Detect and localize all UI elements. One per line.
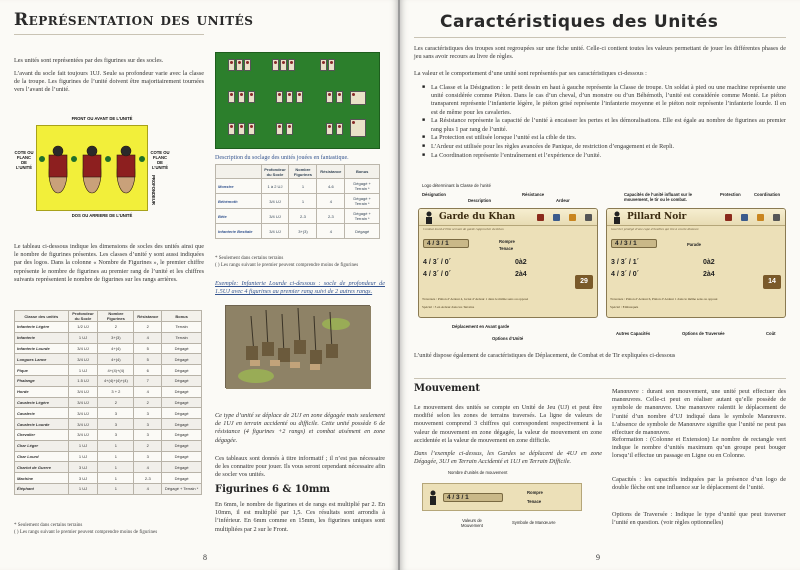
list-item: ■ L’Ardeur est utilisée pour les règles avancées de Panique, de restriction d’engagement et de Repli.: [422, 143, 786, 151]
table-cell: Dégagé: [162, 462, 202, 473]
table-cell: Infanterie Bestiale: [216, 224, 262, 239]
photo-miniatures: [226, 306, 371, 389]
right-page-title: Caractéristiques des Unités: [440, 12, 719, 32]
table-cell: 3: [134, 451, 162, 462]
ardeur-icon: [569, 214, 576, 221]
table-cell: 1 UJ: [68, 483, 98, 494]
ann-deplacement: Déplacement en Avant garde: [452, 324, 510, 329]
table-cell: Dégagé: [162, 408, 202, 419]
table-row: [15, 473, 202, 484]
table-cell: 1/2 UJ: [68, 322, 98, 333]
capacites-text: Capacités : les capacités indiquées par la présence d’un logo de double flèche ont une influence sur le déplacement de l’unité.: [612, 476, 786, 492]
header-cell: Bonus: [162, 311, 202, 322]
card-traversee: Traversée : Piéton d’Ardeur 4, Grisé d’Ardeur 1 dans le même sens ou opposé: [422, 297, 529, 301]
table-cell: Monstre: [216, 179, 262, 194]
table-cell: Dégagé: [162, 386, 202, 397]
ann-protection: Protection: [720, 192, 741, 197]
heavy-infantry-photo: [225, 305, 370, 388]
movement-example-bar: [422, 483, 582, 511]
monster-table-title: Description du soclage des unités jouées en fantastique.: [215, 155, 349, 161]
table-cell: 3: [98, 419, 134, 430]
header-cell: Nombre Figurines: [289, 165, 317, 179]
shoot-values-1: 3 / 3´ / 1´: [611, 258, 640, 266]
ardeur-icon: [757, 214, 764, 221]
card-special: Spécial : Embusqués: [610, 305, 639, 309]
list-item: ■ La Protection est utilisée lorsque l’unité est la cible de tirs.: [422, 134, 786, 142]
mv-ann-symbol: Symbole de Manœuvre: [512, 520, 556, 525]
table-cell: 3/4 UJ: [261, 224, 289, 239]
table-cell: Infanterie Légère: [15, 322, 69, 333]
table-cell: 3: [98, 429, 134, 440]
unit-cost: 14: [763, 275, 781, 289]
table-note-2: ( ) Les rangs suivant le premier peuvent comprendre moins de figurines: [14, 530, 158, 535]
traversee-text: Options de Traversée : Indique le type d’unité que peut traverser l’unité en question. (voir règles optionnelles): [612, 511, 786, 527]
coordination-icon: [585, 214, 592, 221]
title-rule: [14, 34, 204, 35]
list-item: ■ La Coordination représente l’entraînement et l’expérience de l’unité.: [422, 152, 786, 160]
para-socle: L’avant du socle fait toujours 1UJ. Seule sa profondeur varie avec la classe de la troupe. Les figurines de l’unité doivent être majoritairement tournées vers l’avant de l’unité.: [14, 70, 204, 94]
reformation-text: Reformation : (Colonne et Extension) Le nombre de rectangle vert indique le nombre d’unités maximum qu’un groupe peut bouger lorsqu’il effectue un passage en Ligne ou en Colonne.: [612, 436, 786, 460]
shoot-values-1: 4 / 3´ / 0´: [423, 258, 452, 266]
table-cell: 4: [134, 332, 162, 343]
table-cell: 1: [98, 473, 134, 484]
table-cell: Dégagé: [162, 397, 202, 408]
table-cell: Éléphant: [15, 483, 69, 494]
table-cell: Dégagé: [345, 224, 380, 239]
table-cell: 3: [134, 408, 162, 419]
table-cell: 4: [134, 462, 162, 473]
para-table-intro: Le tableau ci-dessous indique les dimensions de socles des unités ainsi que le nombre de figurines présentes. Les classes d’unité y sont aussi indiquées par des logos. Dans la colonne « Nombre de Figurines », le premier chiffre représente le nombre de figurines au premier rang de l’unité et les chiffres suivants représentent le nombre de figurines sur les rangs arrières.: [14, 243, 204, 283]
table-row: [216, 194, 380, 209]
characteristics-list: [422, 84, 786, 160]
table-cell: Dégagé: [162, 440, 202, 451]
table-cell: 3: [98, 408, 134, 419]
card-traversee: Traversée : Piéton d’Ardeur 6, Piéton d’Ardeur 1 dans le même sens ou opposé: [610, 297, 718, 301]
mv-ann-top: Nombre d’unités de mouvement: [448, 470, 508, 475]
table-cell: Char Léger: [15, 440, 69, 451]
table-row: [15, 408, 202, 419]
table-cell: 2: [98, 397, 134, 408]
table-cell: 4: [317, 224, 345, 239]
table-cell: 4+(4)+(4)+(4): [98, 375, 134, 386]
infantry-class-icon: [427, 490, 439, 506]
card-description: Combat lourd d’élite servant de garde rapprochée du Khan: [423, 227, 504, 231]
table-cell: 1: [289, 194, 317, 209]
table-cell: 3/4 UJ: [68, 386, 98, 397]
header-cell: [216, 165, 262, 179]
card-header: [607, 209, 785, 226]
table-cell: 1: [98, 440, 134, 451]
combat-range-2: 2à4: [703, 270, 715, 278]
table-cell: 4: [134, 386, 162, 397]
table-cell: Dégagé: [162, 354, 202, 365]
table-cell: Cavalerie Légère: [15, 397, 69, 408]
example-text: Exemple: Infanterie Lourde ci-dessous : socle de profondeur de 1.5UJ avec 4 figurines au premier rang suivi de 2 autres rangs.: [215, 280, 385, 296]
para-movement-example: Ce type d’unité se déplace de 2UJ en zone dégagée mais seulement de 1UJ en terrain accidenté ou difficile. Cette unité possède 6 de résistance (4 figurines +2 rangs) et combat aisément en zone dégagée.: [215, 412, 385, 444]
table-cell: 2-3: [134, 473, 162, 484]
monster-table-header: [216, 165, 380, 179]
figurines-scale-title: Figurines 6 & 10mm: [215, 484, 330, 495]
table-cell: 1 UJ: [68, 451, 98, 462]
table-cell: 4+(4): [98, 343, 134, 354]
table-cell: 2: [134, 397, 162, 408]
table-cell: 4-6: [317, 179, 345, 194]
ann-ardeur: Ardeur: [556, 198, 570, 203]
table-cell: 1: [98, 462, 134, 473]
para-scales: En 6mm, le nombre de figurines et de rangs est multiplié par 2. En 10mm, il est multiplié par 1,5. Ces résultats sont arrondis à l’inférieur. En 6mm comme en 15mm, les figurines uniques sont multipliées par 2 sur le Front.: [215, 501, 385, 533]
movement-text: Le mouvement des unités se compte en Unité de Jeu (UJ) et peut être modifié selon les zones de terrains traversés. La ligne de valeurs de mouvement comprend 3 chiffres qui correspondent respectivement à la valeur de mouvement en zone dégagée, la valeur de mouvement en zone accidentée et la valeur de mouvement en zone difficile.: [414, 404, 602, 444]
table-cell: Terrain: [162, 322, 202, 333]
table-cell: 3/4 UJ: [261, 194, 289, 209]
right-intro: Les caractéristiques des troupes sont regroupées sur une fiche unité. Celle-ci contient toutes les valeurs permettant de jouer les différentes phases de jeu sans avoir recours au livre de règles.: [414, 45, 786, 61]
table-cell: Infanterie: [15, 332, 69, 343]
header-cell: Nombre Figurines: [98, 311, 134, 322]
header-cell: Bonus: [345, 165, 380, 179]
list-item: ■ La Classe et la Désignation : le petit dessin en haut à gauche représente la Classe de troupe. Un soldat à pied ou une machine représente une unité considérée comme Piéton. Dans le cas d’un cheval, d’un monstre ou d’un Béhémoth, l’unité est considérée comme Monté. Le piéton transparent représente l’infanterie légère, le piéton grisé représente l’infanterie moyenne et le piéton noir représente l’infanterie lourde. Il en est de même pour les cavaleries.: [422, 84, 786, 117]
intro-text: Les unités sont représentées par des figurines sur des socles.: [14, 57, 164, 64]
table-row: [15, 451, 202, 462]
card-special: Spécial : 3 en Ardeur dans les Terrains: [422, 305, 475, 309]
table-cell: Chevalier: [15, 429, 69, 440]
ann-coordination: Coordination: [754, 192, 781, 197]
table-cell: Dégagé: [162, 451, 202, 462]
table-cell: Pique: [15, 365, 69, 376]
table-row: [15, 386, 202, 397]
table-row: [15, 429, 202, 440]
cavalry-figures: [36, 125, 148, 211]
table-cell: 3 UJ: [68, 473, 98, 484]
table-cell: Dégagé: [162, 375, 202, 386]
table-cell: 5: [134, 343, 162, 354]
figure-flank-left-label: COTE OU FLANC DE L’UNITÉ: [14, 150, 34, 170]
header-cell: Résistance: [134, 311, 162, 322]
right-intro-2: La valeur et le comportement d’une unité sont représentés par ses caractéristiques ci-dessous :: [414, 70, 647, 77]
table-cell: 1 à 2 UJ: [261, 179, 289, 194]
table-cell: 2: [134, 440, 162, 451]
table-row: [216, 224, 380, 239]
table-cell: 4: [317, 194, 345, 209]
card-title: Pillard Noir: [627, 212, 687, 222]
card-description: Guerrier protégé d’une cape d’écailles qui tire à courte distance: [611, 227, 699, 231]
header-cell: Profondeur du Socle: [261, 165, 289, 179]
unit-cost: 29: [575, 275, 593, 289]
page-number-right: 9: [596, 553, 600, 562]
table-cell: 2-3: [289, 209, 317, 224]
table-cell: Horde: [15, 386, 69, 397]
table-row: [15, 332, 202, 343]
table-row: [15, 343, 202, 354]
table-cell: 4: [134, 483, 162, 494]
resistance-icon: [725, 214, 732, 221]
table-cell: Infanterie Lourde: [15, 343, 69, 354]
table-cell: Cavalerie: [15, 408, 69, 419]
table-cell: 2: [98, 322, 134, 333]
resistance-icon: [537, 214, 544, 221]
shoot-values-2: 4 / 3´ / 0´: [611, 270, 640, 278]
monster-note-1: * Seulement dans certains terrains: [215, 256, 284, 261]
table-row: [15, 440, 202, 451]
table-cell: Dégagé + Terrain *: [162, 483, 202, 494]
table-cell: 3+(3): [289, 224, 317, 239]
mv-values: 4 / 3 / 1: [443, 493, 503, 502]
table-cell: 4+(4)+(4): [98, 365, 134, 376]
ability-tenace: Tenace: [499, 246, 514, 251]
section-rule: [414, 378, 786, 379]
unit-card-pillard-noir: [606, 208, 786, 318]
protection-icon: [741, 214, 748, 221]
ann-description: Description: [468, 198, 492, 203]
table-cell: 3: [134, 419, 162, 430]
header-cell: Profondeur du Socle: [68, 311, 98, 322]
table-cell: 3/4 UJ: [68, 419, 98, 430]
title-rule: [414, 37, 786, 38]
ability-rompre: Rompre: [499, 239, 515, 244]
table-cell: 2: [134, 322, 162, 333]
table-cell: 3/4 UJ: [68, 429, 98, 440]
ability-parade: Parade: [687, 242, 701, 247]
movement-example: Dans l’exemple ci-dessus, les Gardes se déplacent de 4UJ en zone Dégagée, 3UJ en Terrain Accidenté et 1UJ en Terrain Difficile.: [414, 450, 602, 466]
combat-range-1: 0à2: [515, 258, 527, 266]
infantry-class-icon: [423, 211, 435, 224]
table-cell: Dégagé + Terrain *: [345, 209, 380, 224]
combat-range-2: 2à4: [515, 270, 527, 278]
table-cell: 3/4 UJ: [68, 354, 98, 365]
after-cards-text: L’unité dispose également de caractéristiques de Déplacement, de Combat et de Tir expliquées ci-dessous: [414, 352, 676, 359]
para-informative: Ces tableaux sont donnés à titre informatif ; il n’est pas nécessaire de les connaitre pour jouer. Ils vous seront cependant nécessaire afin de socler vos unités.: [215, 455, 385, 479]
units-on-board-image: [215, 52, 380, 149]
ann-designation: Désignation: [422, 192, 446, 197]
unit-class-table: [14, 310, 202, 495]
table-cell: Cavalerie Lourde: [15, 419, 69, 430]
table-cell: 5: [134, 354, 162, 365]
shoot-values-2: 4 / 3´ / 0´: [423, 270, 452, 278]
table-cell: Phalange: [15, 375, 69, 386]
infantry-class-icon: [611, 211, 623, 224]
ann-capacites: Capacités de l’unité influant sur le mouvement, le tir ou le combat.: [624, 192, 692, 202]
mv-rompre: Rompre: [527, 490, 543, 495]
ann-options: Options d’Unité: [492, 336, 524, 341]
ann-resistance: Résistance: [522, 192, 545, 197]
card-title: Garde du Khan: [439, 212, 516, 222]
table-cell: Bête: [216, 209, 262, 224]
table-cell: 3 UJ: [68, 462, 98, 473]
table-cell: Béhémoth: [216, 194, 262, 209]
protection-icon: [553, 214, 560, 221]
table-cell: Dégagé: [162, 429, 202, 440]
table-cell: 1 UJ: [68, 440, 98, 451]
figure-front-label: FRONT OU AVANT DE L’UNITÉ: [71, 116, 133, 121]
table-cell: Dégagé: [162, 473, 202, 484]
movement-section-title: Mouvement: [414, 383, 481, 394]
table-cell: 4+(4): [98, 354, 134, 365]
table-cell: Chariot de Guerre: [15, 462, 69, 473]
table-cell: Dégagé: [162, 343, 202, 354]
table-row: [15, 354, 202, 365]
table-note-1: * Seulement dans certains terrains: [14, 523, 83, 528]
figure-depth-label: PROFONDEUR: [151, 175, 156, 205]
move-values: 4 / 3 / 1: [423, 239, 469, 248]
move-values: 4 / 3 / 1: [611, 239, 657, 248]
table-row: [216, 179, 380, 194]
monster-note-2: ( ) Les rangs suivant le premier peuvent comprendre moins de figurines: [215, 263, 359, 268]
combat-range-1: 0à2: [703, 258, 715, 266]
figure-back-label: DOS OU ARRIERE DE L’UNITÉ: [71, 213, 133, 218]
ann-traversee: Options de Traversée: [682, 331, 725, 336]
table-row: [15, 397, 202, 408]
table-cell: 3: [134, 429, 162, 440]
table-cell: Dégagé: [162, 365, 202, 376]
coordination-icon: [773, 214, 780, 221]
page-number-left: 8: [203, 553, 207, 562]
table-row: [15, 322, 202, 333]
maneuver-text: Manœuvre : durant son mouvement, une unité peut effectuer des manœuvres. Celle-ci peut en réaliser autant qu’elle possède de symbole de manœuvre. Une manœuvre ralentit le déplacement de l’unité d’un nombre d’UJ indiqué dans le symbole Manœuvre. L’absence de symbole de Manœuvre signifie que l’unité ne peut pas effectuer de manœuvre.: [612, 388, 786, 437]
table-cell: 3+(3): [98, 332, 134, 343]
table-cell: 1: [98, 451, 134, 462]
right-page: [400, 0, 800, 570]
table-cell: 3/4 UJ: [68, 408, 98, 419]
table-cell: Dégagé + Terrain *: [345, 194, 380, 209]
table-cell: 1 UJ: [68, 332, 98, 343]
table-row: [15, 365, 202, 376]
table-cell: Longues Lance: [15, 354, 69, 365]
mv-tenace: Tenace: [527, 499, 542, 504]
table-row: [216, 209, 380, 224]
table-row: [15, 419, 202, 430]
table-cell: 3/4 UJ: [68, 343, 98, 354]
list-item: ■ La Résistance représente la capacité de l’unité à encaisser les pertes et les démoralisations. Elle est égale au nombre de figurines au premier rang plus 1 par rang de l’unité.: [422, 117, 786, 133]
table-cell: 6: [134, 365, 162, 376]
table-row: [15, 375, 202, 386]
header-cell: Résistance: [317, 165, 345, 179]
table-cell: 1: [98, 483, 134, 494]
table-row: [15, 483, 202, 494]
table-cell: Dégagé: [162, 419, 202, 430]
table-row: [15, 462, 202, 473]
table-cell: 2-3: [317, 209, 345, 224]
ann-cout: Coût: [766, 331, 776, 336]
ann-autres: Autres Capacités: [616, 331, 651, 336]
header-cell: Classe des unités: [15, 311, 69, 322]
table-cell: Terrain: [162, 332, 202, 343]
figure-flank-right-label: COTE OU FLANC DE L’UNITÉ: [150, 150, 170, 170]
unit-card-garde-du-khan: [418, 208, 598, 318]
card-header: [419, 209, 597, 226]
table-cell: 7: [134, 375, 162, 386]
table-cell: Dégagé + Terrain *: [345, 179, 380, 194]
left-page-title: Représentation des unités: [14, 10, 254, 30]
monster-base-table: [215, 164, 380, 239]
table-cell: Char Lourd: [15, 451, 69, 462]
table-cell: 3/4 UJ: [261, 209, 289, 224]
table-cell: 3 + 2: [98, 386, 134, 397]
ann-logo: Logo déterminant la Classe de l’unité: [422, 183, 491, 188]
table-cell: 1 UJ: [68, 365, 98, 376]
table-cell: 3/4 UJ: [68, 397, 98, 408]
mv-ann-values: Valeurs de Mouvement: [461, 518, 483, 528]
unit-class-table-header: [15, 311, 202, 322]
table-cell: 1.5 UJ: [68, 375, 98, 386]
table-cell: 1: [289, 179, 317, 194]
table-cell: Machine: [15, 473, 69, 484]
